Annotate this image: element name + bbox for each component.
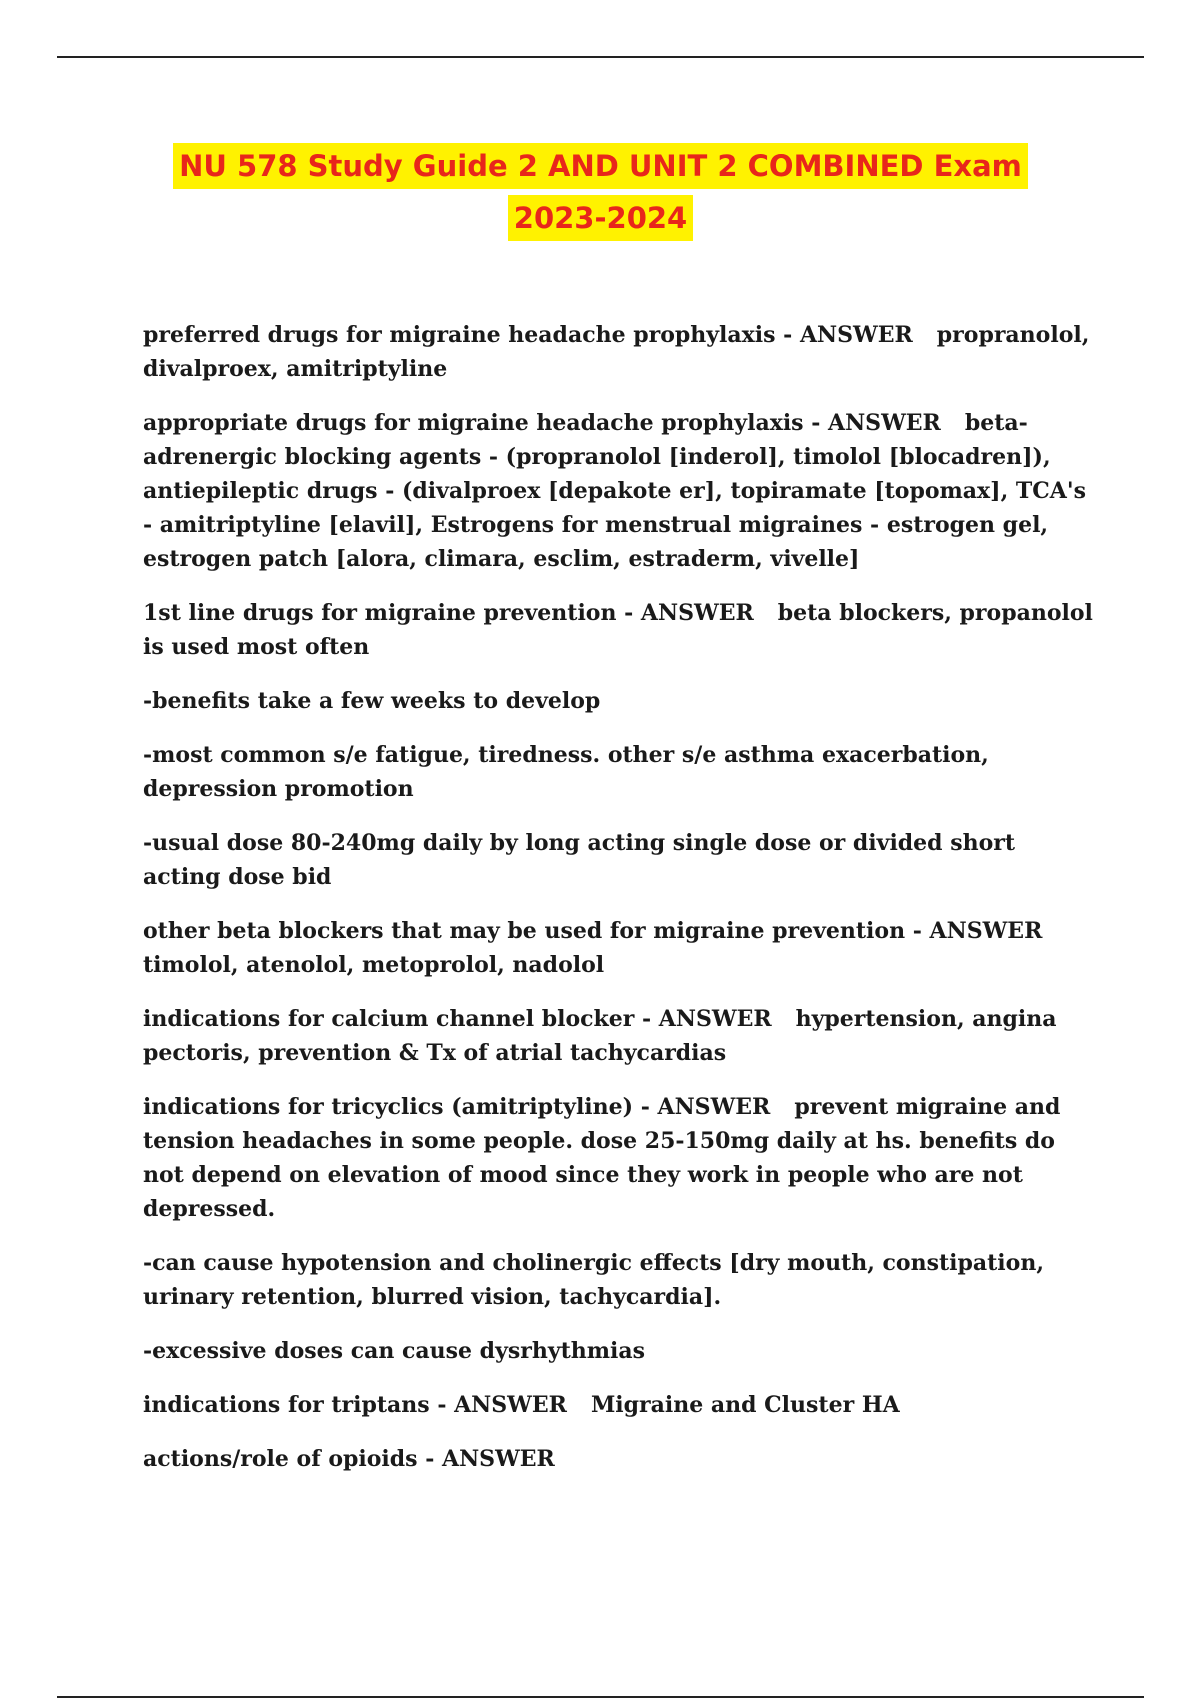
note-entry: -usual dose 80-240mg daily by long acting single dose or divided short acting dose bid: [143, 830, 1016, 890]
question-text: actions/role of opioids - ANSWER: [143, 1446, 555, 1472]
note-entry: -can cause hypotension and cholinergic effects [dry mouth, constipation, urinary retention, blurred vision, tachycardia].: [143, 1250, 1044, 1310]
title-line-2: 2023-2024: [508, 195, 693, 241]
qa-entry: [143, 1090, 1093, 1226]
question-text: indications for triptans - ANSWER: [143, 1392, 567, 1418]
answer-text: hypertension, angina pectoris, prevention & Tx of atrial tachycardias: [143, 1006, 1057, 1066]
answer-text: beta blockers, propanolol is used most often: [143, 600, 1093, 660]
qa-entry: [143, 596, 1093, 664]
qa-entry: [143, 914, 1093, 982]
qa-entry: [143, 1388, 1093, 1422]
qa-entry: [143, 1002, 1093, 1070]
question-text: 1st line drugs for migraine prevention - ANSWER: [143, 600, 754, 626]
bottom-rule: [57, 1696, 1144, 1698]
top-rule: [57, 56, 1144, 58]
question-text: indications for tricyclics (amitriptyline) - ANSWER: [143, 1094, 771, 1120]
question-text: indications for calcium channel blocker - ANSWER: [143, 1006, 772, 1032]
answer-text: beta-adrenergic blocking agents - (propranolol [inderol], timolol [blocadren]), antiepileptic drugs - (divalproex [depakote er], topiramate [topomax], TCA's - amitriptyline [elavil], Estrogens for menstrual migraines - estrogen gel, estrogen patch [alora, climara, esclim, estraderm, vivelle]: [143, 410, 1086, 572]
question-text: appropriate drugs for migraine headache prophylaxis - ANSWER: [143, 410, 941, 436]
document-title: [57, 140, 1144, 244]
note-entry: -most common s/e fatigue, tiredness. other s/e asthma exacerbation, depression promotion: [143, 742, 989, 802]
document-body: [143, 318, 1093, 1496]
answer-text: propranolol, divalproex, amitriptyline: [143, 322, 1090, 382]
question-text: preferred drugs for migraine headache prophylaxis - ANSWER: [143, 322, 913, 348]
qa-entry: [143, 406, 1093, 576]
note-entry: -excessive doses can cause dysrhythmias: [143, 1338, 646, 1364]
note-entry: -benefits take a few weeks to develop: [143, 688, 601, 714]
answer-text: timolol, atenolol, metoprolol, nadolol: [143, 952, 605, 978]
title-line-1: NU 578 Study Guide 2 AND UNIT 2 COMBINED Exam: [173, 143, 1028, 189]
answer-text: prevent migraine and tension headaches in some people. dose 25-150mg daily at hs. benefits do not depend on elevation of mood since they work in people who are not depressed.: [143, 1094, 1061, 1222]
qa-entry: [143, 1442, 1093, 1476]
answer-text: Migraine and Cluster HA: [590, 1392, 900, 1418]
question-text: other beta blockers that may be used for migraine prevention - ANSWER: [143, 918, 1043, 944]
qa-entry: [143, 318, 1093, 386]
